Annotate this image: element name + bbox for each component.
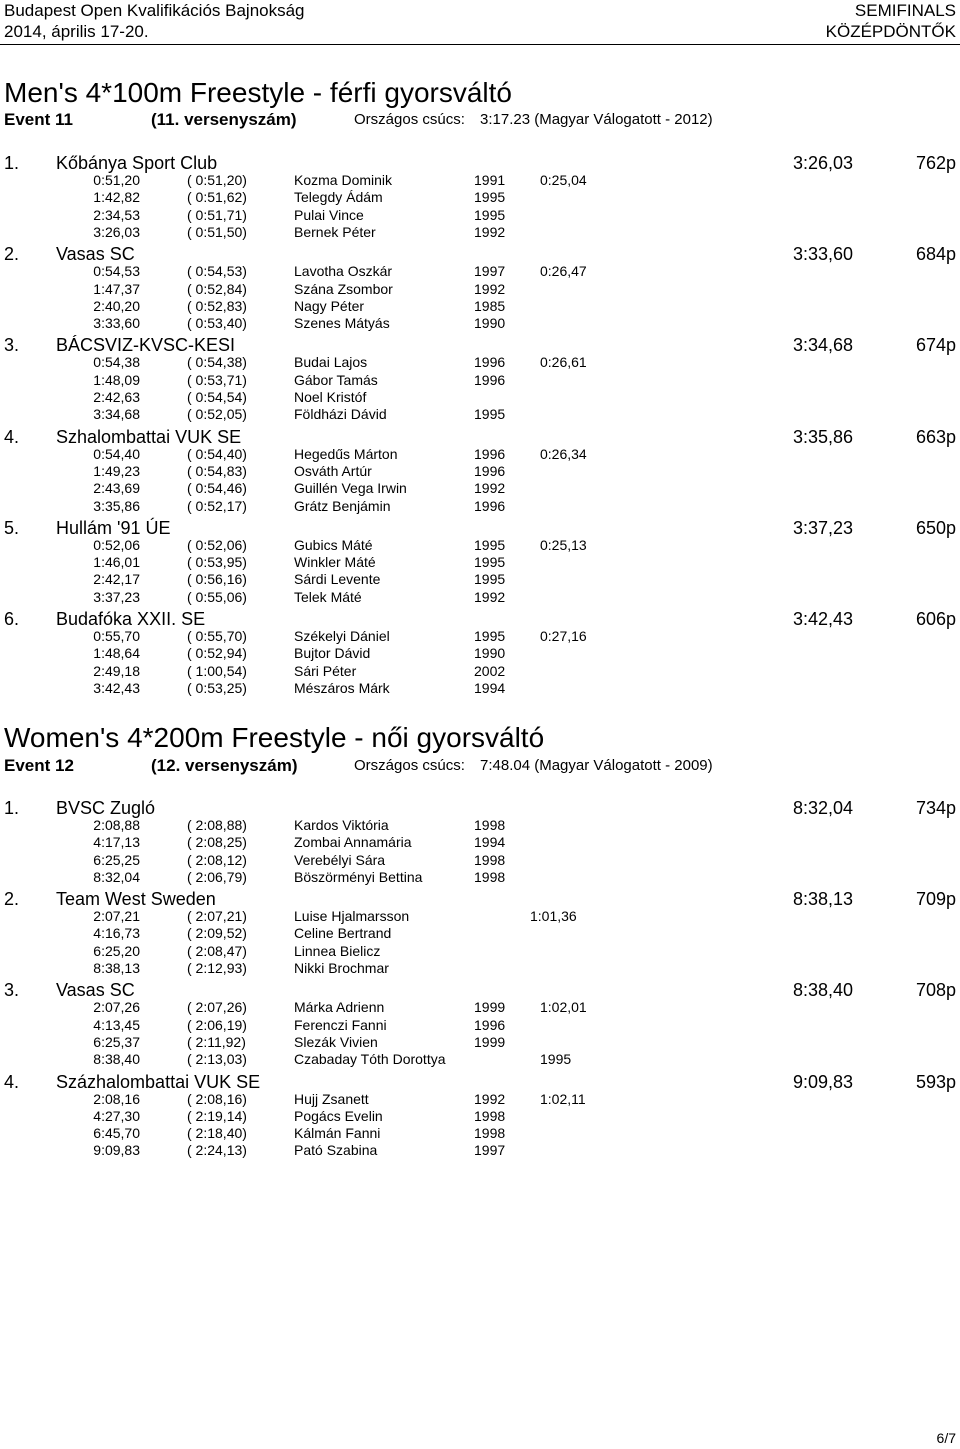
- team-points: 684p: [915, 244, 956, 265]
- leg-cumulative-time: 6:25,25: [93, 852, 140, 868]
- team-time: 3:35,86: [792, 426, 853, 447]
- first-leg-split: 0:25,13: [540, 537, 587, 553]
- leg-cumulative-time: 0:54,40: [93, 446, 140, 462]
- swimmer-name: Guillén Vega Irwin: [294, 480, 407, 496]
- leg-split-time: ( 2:07,21): [187, 908, 247, 924]
- leg-split-time: ( 0:54,46): [187, 480, 247, 496]
- swimmer-name: Noel Kristóf: [294, 389, 367, 405]
- leg-cumulative-time: 2:08,88: [93, 817, 140, 833]
- swimmer-name: Pogács Evelin: [294, 1108, 383, 1124]
- leg-cumulative-time: 2:49,18: [93, 663, 140, 679]
- first-leg-split: 0:25,04: [540, 172, 587, 188]
- leg-split-time: ( 0:51,50): [187, 224, 247, 240]
- leg-row: [0, 680, 960, 697]
- team-name: BVSC Zugló: [56, 798, 156, 818]
- leg-split-time: ( 2:08,47): [187, 943, 247, 959]
- leg-row: [0, 1034, 960, 1051]
- swimmer-name: Mészáros Márk: [294, 680, 390, 696]
- swimmer-name: Böszörményi Bettina: [294, 869, 423, 885]
- swimmer-name: Hegedűs Márton: [294, 446, 398, 462]
- team-row: [0, 517, 960, 539]
- swimmer-name: Bernek Péter: [294, 224, 376, 240]
- leg-cumulative-time: 1:48,09: [93, 372, 140, 388]
- team-points: 663p: [915, 426, 956, 447]
- leg-row: [0, 1051, 960, 1068]
- leg-row: [0, 628, 960, 645]
- swimmer-name: Pulai Vince: [294, 207, 364, 223]
- team-row: [0, 426, 960, 448]
- leg-split-time: ( 0:53,40): [187, 315, 247, 331]
- team-place: 4.: [4, 426, 20, 447]
- first-leg-split: 0:26,34: [540, 446, 587, 462]
- leg-cumulative-time: 3:35,86: [93, 498, 140, 514]
- leg-row: [0, 1017, 960, 1034]
- swimmer-name: Budai Lajos: [294, 354, 368, 370]
- national-record-label: Országos csúcs:: [354, 757, 465, 774]
- leg-split-time: ( 2:12,93): [187, 960, 247, 976]
- team-place: 4.: [4, 1071, 20, 1092]
- swimmer-name: Márka Adrienn: [294, 999, 385, 1015]
- swimmer-name: Linnea Bielicz: [294, 943, 381, 959]
- leg-row: [0, 869, 960, 886]
- team-points: 708p: [915, 980, 956, 1001]
- leg-split-time: ( 0:54,54): [187, 389, 247, 405]
- swimmer-name: Kozma Dominik: [294, 172, 393, 188]
- leg-split-time: ( 0:52,94): [187, 645, 247, 661]
- team-time: 3:26,03: [792, 153, 853, 173]
- swimmer-name: Luise Hjalmarsson: [294, 908, 410, 924]
- page-header-right: [826, 0, 956, 42]
- swimmer-name: Lavotha Oszkár: [294, 263, 393, 279]
- swimmer-name: Pató Szabina: [294, 1142, 378, 1158]
- national-record: 7:48.04 (Magyar Válogatott - 2009): [480, 757, 713, 774]
- leg-cumulative-time: 1:49,23: [93, 463, 140, 479]
- swimmer-name: Nagy Péter: [294, 298, 365, 314]
- swimmer-name: Verebélyi Sára: [294, 852, 386, 868]
- team-time: 3:33,60: [792, 244, 853, 265]
- leg-split-time: ( 2:08,25): [187, 834, 247, 850]
- leg-cumulative-time: 0:52,06: [93, 537, 140, 553]
- leg-cumulative-time: 1:46,01: [93, 554, 140, 570]
- team-row: [0, 152, 960, 174]
- leg-row: [0, 446, 960, 463]
- birth-year: 2002: [474, 663, 506, 679]
- event-number: Event 12: [4, 756, 74, 775]
- leg-row: [0, 960, 960, 977]
- swimmer-name: Celine Bertrand: [294, 925, 392, 941]
- leg-cumulative-time: 0:51,20: [93, 172, 140, 188]
- page-header-left: [4, 0, 305, 42]
- leg-row: [0, 281, 960, 298]
- round-name-en: SEMIFINALS: [854, 1, 956, 20]
- leg-cumulative-time: 9:09,83: [93, 1142, 140, 1158]
- birth-year: 1996: [474, 498, 506, 514]
- team-name: Vasas SC: [56, 244, 135, 265]
- round-name-hu: KÖZÉPDÖNTŐK: [825, 22, 956, 41]
- leg-cumulative-time: 2:07,21: [93, 908, 140, 924]
- leg-row: [0, 537, 960, 554]
- leg-row: [0, 354, 960, 371]
- leg-row: [0, 852, 960, 869]
- leg-split-time: ( 0:53,71): [187, 372, 247, 388]
- leg-cumulative-time: 3:33,60: [93, 315, 140, 331]
- event-number-hu: (11. versenyszám): [151, 110, 297, 129]
- leg-split-time: ( 2:08,12): [187, 852, 247, 868]
- leg-split-time: ( 0:52,84): [187, 281, 247, 297]
- leg-split-time: ( 0:53,25): [187, 680, 247, 696]
- team-points: 650p: [915, 517, 956, 538]
- leg-split-time: ( 2:18,40): [187, 1125, 247, 1141]
- swimmer-name: Székelyi Dániel: [294, 628, 390, 644]
- national-record: 3:17.23 (Magyar Válogatott - 2012): [480, 111, 713, 128]
- birth-year: 1990: [474, 315, 506, 331]
- team-row: [0, 1071, 960, 1093]
- team-points: 674p: [915, 335, 956, 356]
- leg-row: [0, 1108, 960, 1125]
- team-name: Vasas SC: [56, 980, 135, 1001]
- leg-split-time: ( 2:06,79): [187, 869, 247, 885]
- birth-year: 1996: [474, 1017, 506, 1033]
- leg-row: [0, 189, 960, 206]
- swimmer-name: Földházi Dávid: [294, 406, 387, 422]
- leg-row: [0, 463, 960, 480]
- leg-split-time: ( 0:53,95): [187, 554, 247, 570]
- team-time: 8:32,04: [792, 798, 853, 818]
- leg-cumulative-time: 0:54,38: [93, 354, 140, 370]
- leg-split-time: ( 0:51,71): [187, 207, 247, 223]
- leg-row: [0, 263, 960, 280]
- leg-split-time: ( 0:52,83): [187, 298, 247, 314]
- leg-row: [0, 554, 960, 571]
- leg-split-time: ( 2:11,92): [187, 1034, 246, 1050]
- leg-cumulative-time: 0:54,53: [93, 263, 140, 279]
- swimmer-name: Sárdi Levente: [294, 571, 381, 587]
- team-name: Szhalombattai VUK SE: [56, 426, 242, 447]
- swimmer-name: Gábor Tamás: [294, 372, 378, 388]
- swimmer-name: Szenes Mátyás: [294, 315, 390, 331]
- birth-year: 1998: [474, 869, 506, 885]
- birth-year: 1999: [474, 1034, 506, 1050]
- swimmer-name: Telegdy Ádám: [294, 189, 383, 205]
- leg-row: [0, 389, 960, 406]
- swimmer-name: Osváth Artúr: [294, 463, 372, 479]
- leg-cumulative-time: 3:34,68: [93, 406, 140, 422]
- leg-row: [0, 315, 960, 332]
- birth-year: 1992: [474, 224, 506, 240]
- team-place: 3.: [4, 335, 20, 356]
- swimmer-name: Grátz Benjámin: [294, 498, 391, 514]
- team-points: 709p: [915, 889, 956, 910]
- team-time: 8:38,40: [792, 980, 853, 1001]
- team-points: 734p: [915, 798, 956, 818]
- leg-split-time: ( 2:09,52): [187, 925, 247, 941]
- event-title: Men's 4*100m Freestyle - férfi gyorsváltó: [4, 77, 512, 108]
- header-divider: [0, 44, 960, 45]
- swimmer-name: Ferenczi Fanni: [294, 1017, 387, 1033]
- team-place: 2.: [4, 889, 20, 910]
- leg-split-time: ( 2:07,26): [187, 999, 247, 1015]
- team-place: 5.: [4, 517, 20, 538]
- leg-cumulative-time: 4:13,45: [93, 1017, 140, 1033]
- leg-split-time: ( 2:13,03): [187, 1051, 247, 1067]
- birth-year: 1992: [474, 589, 506, 605]
- leg-cumulative-time: 4:16,73: [93, 925, 140, 941]
- leg-split-time: ( 0:56,16): [187, 571, 247, 587]
- event-number: Event 11: [4, 110, 73, 129]
- leg-cumulative-time: 2:07,26: [93, 999, 140, 1015]
- swimmer-name: Slezák Vivien: [294, 1034, 378, 1050]
- first-leg-split: 1:02,01: [540, 999, 587, 1015]
- team-place: 1.: [4, 153, 20, 173]
- leg-cumulative-time: 3:42,43: [93, 680, 140, 696]
- leg-row: [0, 663, 960, 680]
- swimmer-name: Nikki Brochmar: [294, 960, 389, 976]
- leg-row: [0, 406, 960, 423]
- event-title: Women's 4*200m Freestyle - női gyorsváltó: [4, 722, 545, 753]
- swimmer-name: Winkler Máté: [294, 554, 376, 570]
- leg-row: [0, 589, 960, 606]
- leg-split-time: ( 2:06,19): [187, 1017, 247, 1033]
- swimmer-name: Gubics Máté: [294, 537, 373, 553]
- birth-year: 1995: [474, 207, 506, 223]
- team-name: Százhalombattai VUK SE: [56, 1071, 261, 1092]
- team-points: 593p: [915, 1071, 956, 1092]
- leg-row: [0, 224, 960, 241]
- leg-row: [0, 999, 960, 1016]
- leg-split-time: ( 0:52,17): [187, 498, 247, 514]
- leg-split-time: ( 0:54,53): [187, 263, 247, 279]
- birth-year: 1991: [474, 172, 506, 188]
- competition-dates: 2014, április 17-20.: [4, 22, 149, 41]
- leg-split-time: ( 2:08,88): [187, 817, 247, 833]
- leg-cumulative-time: 2:42,17: [93, 571, 140, 587]
- birth-year: 1996: [474, 354, 506, 370]
- team-row: [0, 608, 960, 630]
- leg-cumulative-time: 2:43,69: [93, 480, 140, 496]
- birth-year: 1996: [474, 372, 506, 388]
- team-time: 3:42,43: [792, 609, 853, 629]
- swimmer-name: Szána Zsombor: [294, 281, 393, 297]
- birth-year: 1997: [474, 263, 506, 279]
- leg-cumulative-time: 0:55,70: [93, 628, 140, 644]
- team-time: 8:38,13: [792, 889, 853, 910]
- birth-year: 1995: [474, 189, 506, 205]
- birth-year: 1998: [474, 817, 506, 833]
- leg-split-time: ( 0:55,70): [187, 628, 247, 644]
- first-leg-split: 0:27,16: [540, 628, 587, 644]
- leg-cumulative-time: 1:47,37: [93, 281, 140, 297]
- swimmer-name: Bujtor Dávid: [294, 645, 371, 661]
- leg-split-time: ( 0:52,06): [187, 537, 247, 553]
- first-leg-split: 1:02,11: [540, 1091, 586, 1107]
- leg-row: [0, 480, 960, 497]
- team-place: 2.: [4, 244, 20, 265]
- team-name: Budafóka XXII. SE: [56, 609, 206, 629]
- swimmer-name: Kardos Viktória: [294, 817, 389, 833]
- leg-row: [0, 571, 960, 588]
- team-name: Hullám '91 ÚE: [56, 517, 171, 538]
- team-name: Team West Sweden: [56, 889, 216, 910]
- birth-year: 1992: [474, 480, 506, 496]
- team-name: Kőbánya Sport Club: [56, 153, 218, 173]
- leg-split-time: ( 2:08,16): [187, 1091, 247, 1107]
- team-place: 6.: [4, 609, 20, 629]
- birth-year: 1985: [474, 298, 506, 314]
- birth-year: 1992: [474, 1091, 506, 1107]
- leg-cumulative-time: 2:34,53: [93, 207, 140, 223]
- team-row: [0, 243, 960, 265]
- birth-year: 1995: [474, 406, 506, 422]
- birth-year: 1990: [474, 645, 506, 661]
- leg-cumulative-time: 4:27,30: [93, 1108, 140, 1124]
- birth-year: 1995: [474, 571, 506, 587]
- leg-split-time: ( 0:54,40): [187, 446, 247, 462]
- birth-year: 1999: [474, 999, 506, 1015]
- team-place: 1.: [4, 798, 20, 818]
- team-name: BÁCSVIZ-KVSC-KESI: [56, 335, 236, 356]
- leg-row: [0, 298, 960, 315]
- first-leg-split: 0:26,47: [540, 263, 587, 279]
- leg-cumulative-time: 1:42,82: [93, 189, 140, 205]
- swimmer-name: Kálmán Fanni: [294, 1125, 381, 1141]
- leg-cumulative-time: 4:17,13: [93, 834, 140, 850]
- team-points: 762p: [915, 153, 956, 173]
- leg-cumulative-time: 6:25,20: [93, 943, 140, 959]
- leg-cumulative-time: 8:38,13: [93, 960, 140, 976]
- leg-cumulative-time: 3:37,23: [93, 589, 140, 605]
- birth-year: 1996: [474, 446, 506, 462]
- competition-name: Budapest Open Kvalifikációs Bajnokság: [4, 1, 305, 20]
- national-record-label: Országos csúcs:: [354, 111, 465, 128]
- leg-split-time: ( 0:55,06): [187, 589, 247, 605]
- leg-row: [0, 172, 960, 189]
- leg-row: [0, 645, 960, 662]
- birth-year: 1997: [474, 1142, 506, 1158]
- leg-split-time: ( 1:00,54): [187, 663, 247, 679]
- leg-row: [0, 817, 960, 834]
- leg-cumulative-time: 2:40,20: [93, 298, 140, 314]
- leg-cumulative-time: 6:25,37: [93, 1034, 140, 1050]
- birth-year: 1996: [474, 463, 506, 479]
- birth-year: 1995: [474, 554, 506, 570]
- leg-cumulative-time: 8:32,04: [93, 869, 140, 885]
- birth-year: 1998: [474, 1108, 506, 1124]
- leg-cumulative-time: 2:08,16: [93, 1091, 140, 1107]
- leg-row: [0, 1091, 960, 1108]
- leg-split-time: ( 2:24,13): [187, 1142, 247, 1158]
- leg-split-time: ( 0:52,05): [187, 406, 247, 422]
- team-points: 606p: [915, 609, 956, 629]
- leg-cumulative-time: 3:26,03: [93, 224, 140, 240]
- swimmer-name: Sári Péter: [294, 663, 357, 679]
- leg-cumulative-time: 1:48,64: [93, 645, 140, 661]
- leg-row: [0, 908, 960, 925]
- leg-row: [0, 1142, 960, 1159]
- leg-split-time: ( 0:51,20): [187, 172, 247, 188]
- leg-split-time: ( 0:54,38): [187, 354, 247, 370]
- team-row: [0, 797, 960, 819]
- swimmer-name: Zombai Annamária: [294, 834, 412, 850]
- first-leg-split: 0:26,61: [540, 354, 587, 370]
- team-time: 3:37,23: [792, 517, 853, 538]
- swimmer-name: Czabaday Tóth Dorottya: [294, 1051, 446, 1067]
- birth-year: 1995: [474, 537, 506, 553]
- event-number-hu: (12. versenyszám): [151, 756, 298, 775]
- leg-split-time: ( 2:19,14): [187, 1108, 247, 1124]
- first-leg-split: 1:01,36: [530, 908, 577, 924]
- birth-year: 1994: [474, 680, 506, 696]
- swimmer-name: Hujj Zsanett: [294, 1091, 369, 1107]
- birth-year: 1995: [474, 628, 506, 644]
- leg-row: [0, 925, 960, 942]
- team-time: 9:09,83: [792, 1071, 853, 1092]
- leg-row: [0, 207, 960, 224]
- leg-cumulative-time: 6:45,70: [93, 1125, 140, 1141]
- birth-year: 1994: [474, 834, 506, 850]
- leg-split-time: ( 0:54,83): [187, 463, 247, 479]
- leg-cumulative-time: 2:42,63: [93, 389, 140, 405]
- team-row: [0, 888, 960, 910]
- team-time: 3:34,68: [792, 335, 853, 356]
- birth-year: 1992: [474, 281, 506, 297]
- leg-row: [0, 834, 960, 851]
- page-number: 6/7: [936, 1430, 956, 1446]
- leg-split-time: ( 0:51,62): [187, 189, 247, 205]
- team-place: 3.: [4, 980, 20, 1001]
- birth-year: 1998: [474, 1125, 506, 1141]
- leg-row: [0, 1125, 960, 1142]
- birth-year: 1998: [474, 852, 506, 868]
- leg-row: [0, 372, 960, 389]
- swimmer-name: Telek Máté: [294, 589, 362, 605]
- leg-row: [0, 943, 960, 960]
- leg-cumulative-time: 8:38,40: [93, 1051, 140, 1067]
- leg-row: [0, 498, 960, 515]
- birth-year: 1995: [540, 1051, 572, 1067]
